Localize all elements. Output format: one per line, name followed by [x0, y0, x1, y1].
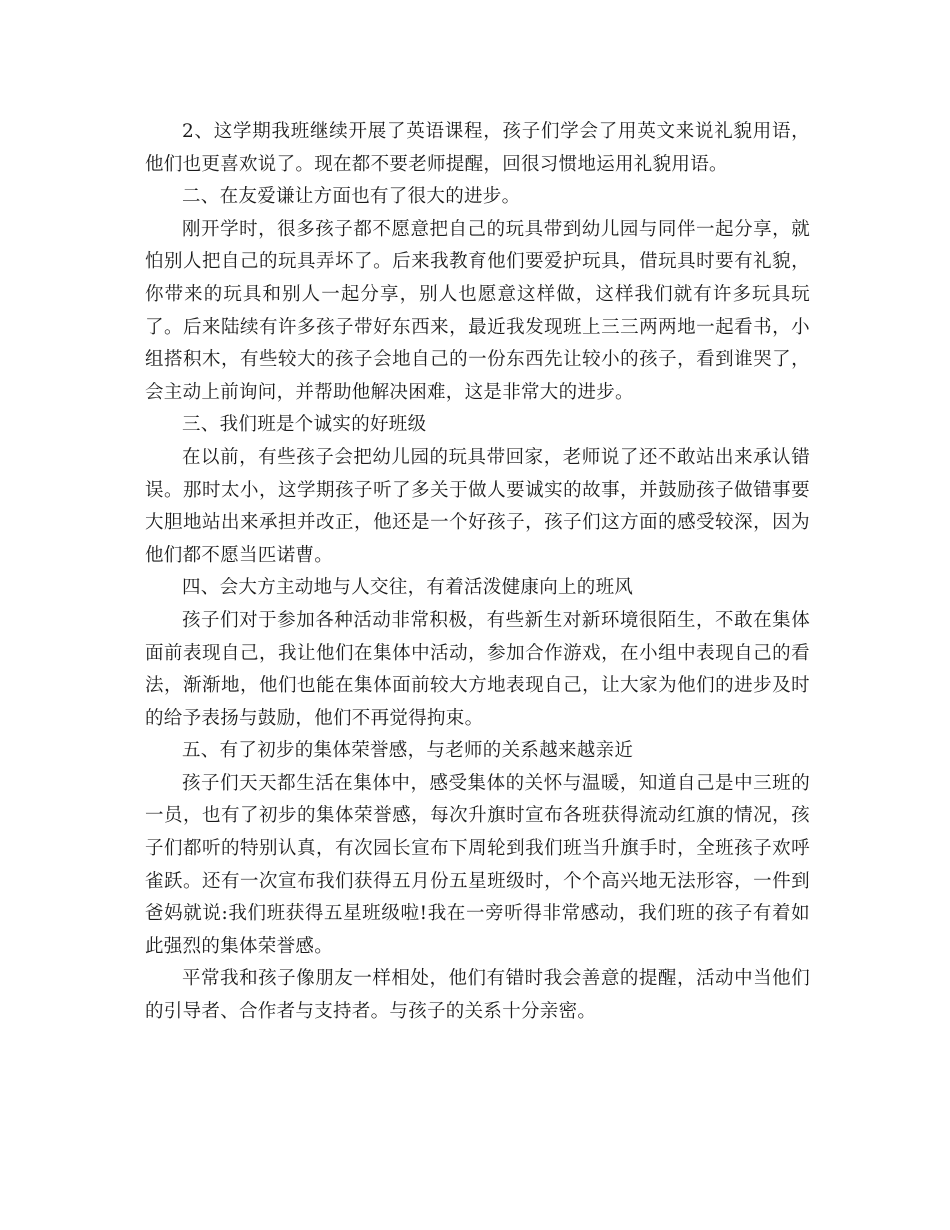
paragraph-english-course: 2、这学期我班继续开展了英语课程，孩子们学会了用英文来说礼貌用语，他们也更喜欢说了。现在都不要老师提醒，回很习惯地运用礼貌用语。: [145, 121, 810, 175]
paragraph-collective-honor: 孩子们天天都生活在集体中，感受集体的关怀与温暖，知道自己是中三班的一员，也有了初步的集体荣誉感，每次升旗时宣布各班获得流动红旗的情况，孩子们都听的特别认真，有次园长宣布下周轮到我们班当升旗手时，全班孩子欢呼雀跃。还有一次宣布我们获得五月份五星班级时，个个高兴地无法形容，一件到爸妈就说:我们班获得五星班级啦!我在一旁听得非常感动，我们班的孩子有着如此强烈的集体荣誉感。: [145, 772, 810, 957]
paragraph-sharing-toys: 刚开学时，很多孩子都不愿意把自己的玩具带到幼儿园与同伴一起分享，就怕别人把自己的玩具弄坏了。后来我教育他们要爱护玩具，借玩具时要有礼貌，你带来的玩具和别人一起分享，别人也愿意这样做，这样我们就有许多玩具玩了。后来陆续有许多孩子带好东西来，最近我发现班上三三两两地一起看书，小组搭积木，有些较大的孩子会地自己的一份东西先让较小的孩子，看到谁哭了，会主动上前询问，并帮助他解决困难，这是非常大的进步。: [145, 218, 810, 403]
section-heading-social: 四、会大方主动地与人交往，有着活泼健康向上的班风: [182, 577, 634, 599]
section-heading-honesty: 三、我们班是个诚实的好班级: [182, 414, 427, 436]
document-body: [145, 116, 810, 1029]
section-heading-collective-honor: 五、有了初步的集体荣誉感，与老师的关系越来越亲近: [182, 740, 634, 762]
section-heading-friendship: 二、在友爱谦让方面也有了很大的进步。: [182, 186, 521, 208]
paragraph-teacher-relationship: 平常我和孩子像朋友一样相处，他们有错时我会善意的提醒，活动中当他们的引导者、合作者与支持者。与孩子的关系十分亲密。: [145, 968, 810, 1023]
paragraph-honesty: 在以前，有些孩子会把幼儿园的玩具带回家，老师说了还不敢站出来承认错误。那时太小，这学期孩子听了多关于做人要诚实的故事，并鼓励孩子做错事要大胆地站出来承担并改正，他还是一个好孩子，孩子们这方面的感受较深，因为他们都不愿当匹诺曹。: [145, 446, 810, 566]
paragraph-social: 孩子们对于参加各种活动非常积极，有些新生对新环境很陌生，不敢在集体面前表现自己，我让他们在集体中活动，参加合作游戏，在小组中表现自己的看法，渐渐地，他们也能在集体面前较大方地表现自己，让大家为他们的进步及时的给予表扬与鼓励，他们不再觉得拘束。: [145, 609, 810, 729]
